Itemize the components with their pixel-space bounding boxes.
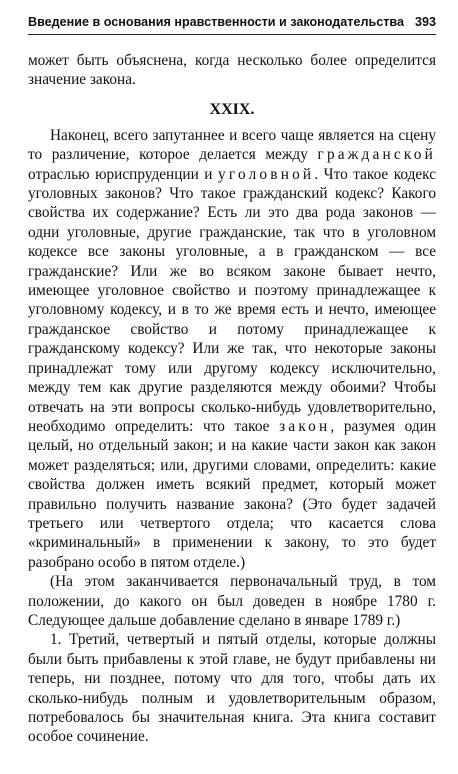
section-heading: XXIX. xyxy=(209,100,255,118)
running-title: Введение в основания нравственности и законодательства xyxy=(28,15,404,29)
spaced-term-criminal: уголовной xyxy=(218,165,315,183)
continuation-paragraph: может быть объяснена, когда несколько более определится значение закона. xyxy=(28,52,436,89)
paragraph-civil-criminal xyxy=(28,126,436,572)
paragraph-text: . Что такое кодекс уголовных законов? Что такое гражданский кодекс? Какого свойства их содержание? Есть ли это два рода законов — одни уголовные, другие гражданские, так что в уголовном кодексе все законы уголовные, а в гражданском — все гражданские? Или же во всяком законе бывает нечто, имеющее уголовное свойство и поэтому принадлежащее к уголовному кодексу, и в то же время есть и нечто, имеющее гражданское свойство и потому принадлежащее к гражданскому кодексу? Или же так, что некоторые законы принадлежат тому или другому кодексу исключительно, между тем как другие разделяются между обоими? Чтобы отвечать на эти вопросы сколько-нибудь удовлетворительно, необходимо определить: что такое xyxy=(28,165,436,435)
paragraph-text: отраслью юриспруденции и xyxy=(28,165,218,183)
paragraph-text: , разумея один целый, но отдельный закон; и на какие части закон как закон может разделяться; или, другими словами, определить: какие свойства должен иметь всякий предмет, который может правильно получить название закона? (Это будет задачей третьего или четвертого отдела; что касается слова «криминальный» в применении к закону, то это будет разобрано особо в пятом отделе.) xyxy=(28,417,436,571)
paragraph-editorial-note: (На этом заканчивается первоначальный труд, в том положении, до какого он был доведен в ноябре 1780 г. Следующее дальше добавление сделано в январе 1789 г.) xyxy=(28,573,436,629)
paragraph-addendum: 1. Третий, четвертый и пятый отделы, которые должны были быть прибавлены к этой главе, не будут прибавлены ни теперь, ни позднее, потому что для того, чтобы дать их сколько-нибудь полным и удовлетворительным образом, потребовалось бы значительная книга. Эта книга составит особое сочинение. xyxy=(28,631,436,746)
running-header xyxy=(28,14,436,35)
paragraph-text: Наконец, всего запутаннее и всего чаще является на сцену то различение, которое делается между xyxy=(28,126,436,164)
body-text xyxy=(28,51,436,747)
spaced-term-civil: гражданской xyxy=(317,146,436,164)
page-number: 393 xyxy=(414,15,436,29)
spaced-term-law: закон xyxy=(279,417,331,435)
